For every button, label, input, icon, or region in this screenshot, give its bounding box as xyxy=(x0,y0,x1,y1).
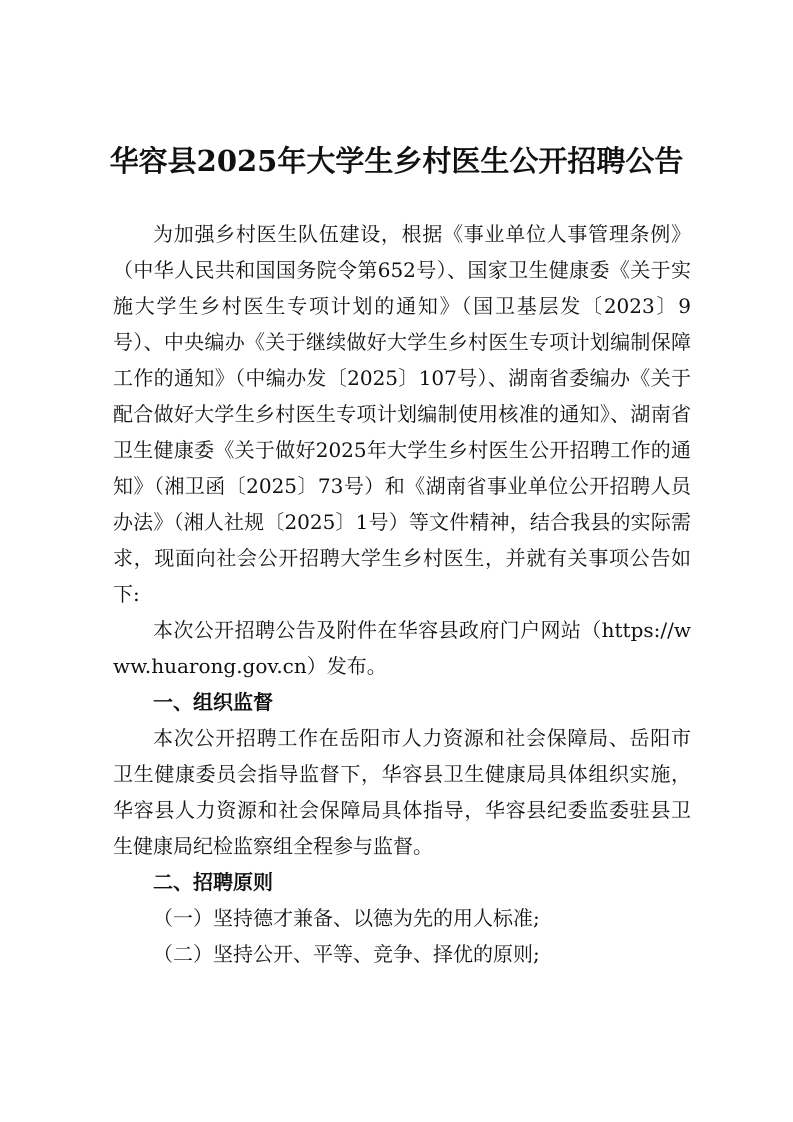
section-heading-organization: 一、组织监督 xyxy=(153,690,273,714)
section-heading-principles: 二、招聘原则 xyxy=(153,870,273,894)
intro-paragraph: 为加强乡村医生队伍建设，根据《事业单位人事管理条例》（中华人民共和国国务院令第652号）、国家卫生健康委《关于实施大学生乡村医生专项计划的通知》（国卫基层发〔2023〕9号）、中央编办《关于继续做好大学生乡村医生专项计划编制保障工作的通知》（中编办发〔2025〕107号）、湖南省委编办《关于配合做好大学生乡村医生专项计划编制使用核准的通知》、湖南省卫生健康委《关于做好2025年大学生乡村医生公开招聘工作的通知》（湘卫函〔2025〕73号）和《湖南省事业单位公开招聘人员办法》（湘人社规〔2025〕1号）等文件精神，结合我县的实际需求，现面向社会公开招聘大学生乡村医生，并就有关事项公告如下: xyxy=(113,222,691,606)
section-paragraph-organization: 本次公开招聘工作在岳阳市人力资源和社会保障局、岳阳市卫生健康委员会指导监督下，华容县卫生健康局具体组织实施，华容县人力资源和社会保障局具体指导，华容县纪委监委驻县卫生健康局纪检监察组全程参与监督。 xyxy=(113,726,691,858)
page-title: 华容县2025年大学生乡村医生公开招聘公告 xyxy=(109,144,684,178)
document-body xyxy=(113,216,691,972)
principle-item-2: （二）坚持公开、平等、竞争、择优的原则; xyxy=(153,942,540,966)
principle-item-1: （一）坚持德才兼备、以德为先的用人标准; xyxy=(153,906,540,930)
publish-paragraph: 本次公开招聘公告及附件在华容县政府门户网站（https://www.huarong.gov.cn）发布。 xyxy=(113,618,691,678)
